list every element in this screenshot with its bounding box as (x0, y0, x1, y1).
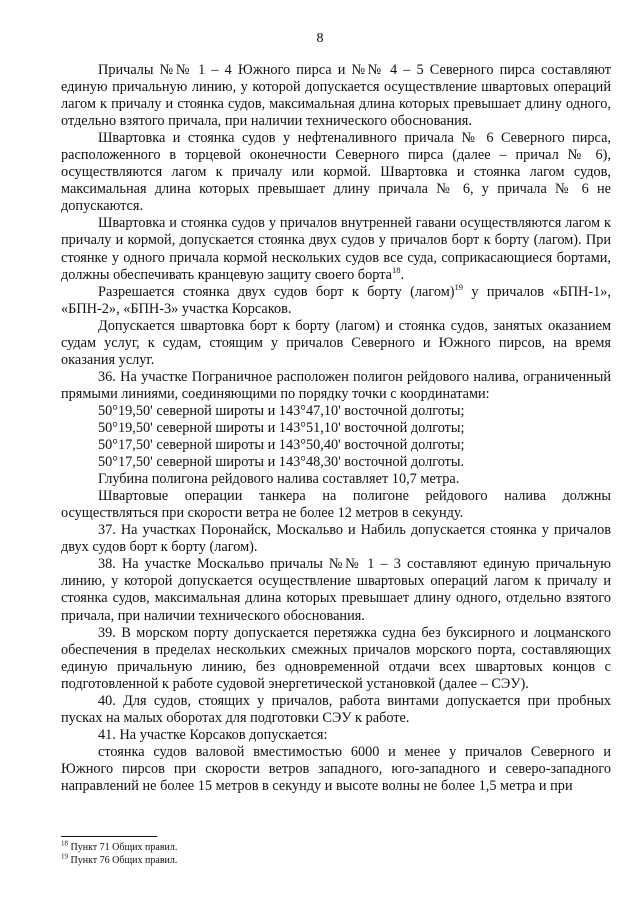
footnote: $^{19}$ Пункт 76 Общих правил. (61, 852, 178, 866)
page-number: 8 (316, 31, 324, 46)
paragraph-item-37: 37. На участках Поронайск, Москальво и Набиль допускается стоянка у причалов двух судов борт к борту (лагом). (61, 522, 611, 556)
footnote-ref: 19 (454, 281, 463, 292)
paragraph: Швартовка и стоянка судов у причалов внутренней гавани осуществляются лагом к причалу и кормой, допускается стоянка двух судов у причалов борт к борту (лагом). При стоянке у одного причала кормой нескольких судов все суда, соприкасающиеся бортами, должны обеспечивать кранцевую защиту своего борта$^{18}$. (61, 215, 611, 283)
footnote-divider (61, 836, 157, 837)
paragraph: Допускается швартовка борт к борту (лагом) и стоянка судов, занятых оказанием судам услуг, к судам, стоящим у причалов Северного и Южного пирсов, на время оказания услуг. (61, 317, 611, 368)
paragraph-item-38: 38. На участке Москальво причалы №№ 1 – 3 составляют единую причальную линию, у которой допускается осуществление швартовых операций лагом к причалу и стоянка судов, максимальная длина которых превышает длину одного, отдельно взятого причала, при наличии технического обоснования. (61, 556, 611, 624)
paragraph: стоянка судов валовой вместимостью 6000 и менее у причалов Северного и Южного пирсов при скорости ветров западного, юго-западного и северо-западного направлений не более 15 метров в секунду и высоте волны не более 1,5 метра и при (61, 743, 611, 794)
paragraph-item-39: 39. В морском порту допускается перетяжка судна без буксирного и лоцманского обеспечения в пределах нескольких смежных причалов морского порта, составляющих единую причальную линию, без одновременной отдачи всех швартовых концов с подготовленной к работе судовой энергетической установкой (далее – СЭУ). (61, 624, 611, 692)
paragraph: Разрешается стоянка двух судов борт к борту (лагом)$^{19}$ у причалов «БПН-1», «БПН-2», «БПН-3» участка Корсаков. (61, 281, 611, 317)
paragraph: Глубина полигона рейдового налива составляет 10,7 метра. (98, 471, 460, 488)
footnote: $^{18}$ Пункт 71 Общих правил. (61, 839, 178, 853)
coordinate-line: 50°19,50' северной широты и 143°47,10' восточной долготы; (98, 402, 465, 419)
footnotes (61, 841, 461, 867)
paragraph-item-40: 40. Для судов, стоящих у причалов, работа винтами допускается при пробных пусках на малых оборотах для подготовки СЭУ к работе. (61, 692, 611, 726)
paragraph: Швартовка и стоянка судов у нефтеналивного причала № 6 Северного пирса, расположенного в торцевой оконечности Северного пирса (далее – причал № 6), осуществляются лагом к причалу или кормой. Швартовка и стоянка лагом судов, максимальная длина которых превышает длину причала № 6, у причала № 6 не допускаются. (61, 130, 611, 215)
coordinate-line: 50°17,50' северной широты и 143°50,40' восточной долготы; (98, 437, 465, 454)
body-text (61, 62, 611, 795)
paragraph-item-41: 41. На участке Корсаков допускается: (98, 726, 328, 743)
paragraph-item-36: 36. На участке Пограничное расположен полигон рейдового налива, ограниченный прямыми линиями, соединяющими по порядку точки с координатами: (61, 368, 611, 402)
paragraph: Швартовые операции танкера на полигоне рейдового налива должны осуществляться при скорости ветра не более 12 метров в секунду. (61, 488, 611, 522)
footnote-ref: 18 (391, 264, 401, 275)
coordinate-line: 50°17,50' северной широты и 143°48,30' восточной долготы. (98, 454, 465, 471)
paragraph: Причалы №№ 1 – 4 Южного пирса и №№ 4 – 5 Северного пирса составляют единую причальную линию, у которой допускается осуществление швартовых операций лагом к причалу и стоянка судов, максимальная длина которых превышает длину одного, отдельно взятого причала, при наличии технического обоснования. (61, 62, 611, 130)
coordinate-line: 50°19,50' северной широты и 143°51,10' восточной долготы; (98, 419, 465, 436)
